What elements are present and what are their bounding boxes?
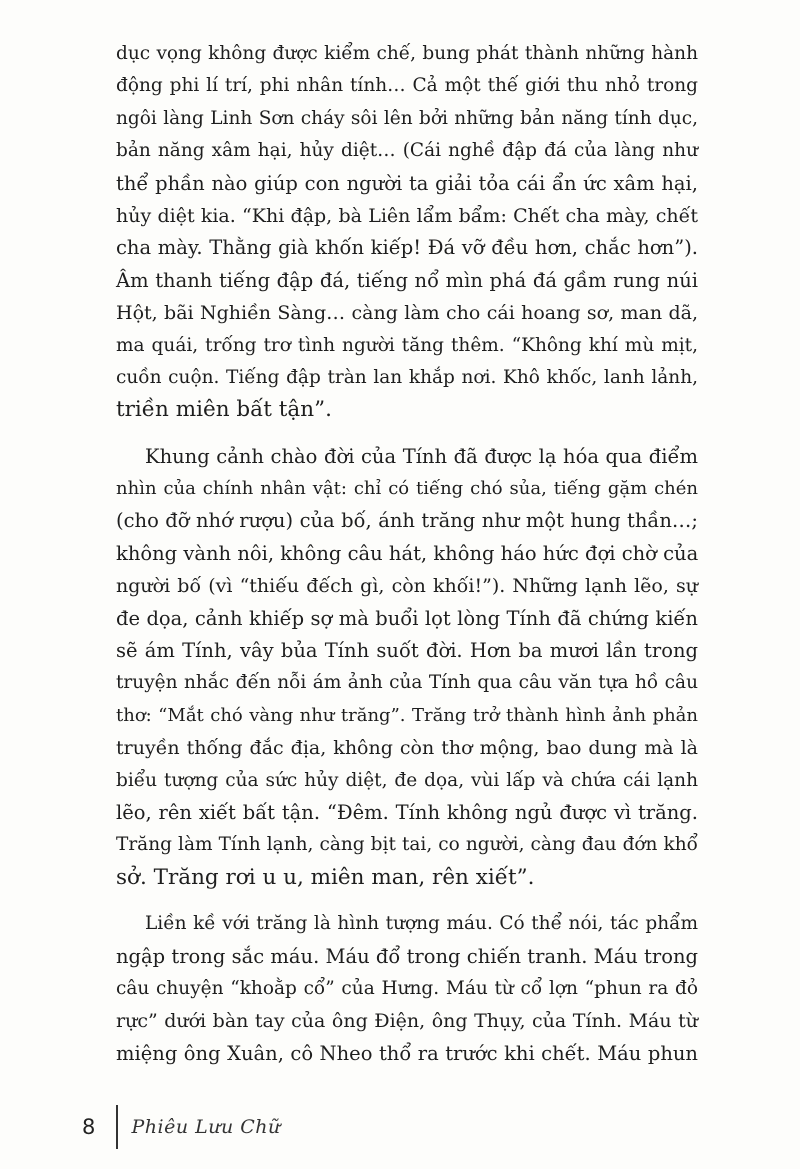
page-footer [82, 1102, 281, 1152]
text-line: triền miên bất tận”. [116, 397, 332, 423]
text-line: Liền kề với trăng là hình tượng máu. Có thể nói, tác phẩm [145, 913, 698, 935]
text-line: cuồn cuộn. Tiếng đập tràn lan khắp nơi. Khô khốc, lanh lảnh, [116, 366, 698, 388]
text-line: Khung cảnh chào đời của Tính đã được lạ hóa qua điểm [145, 444, 698, 468]
text-line: dục vọng không được kiểm chế, bung phát thành những hành [116, 43, 698, 64]
text-line: ngập trong sắc máu. Máu đổ trong chiến tranh. Máu trong [116, 944, 698, 968]
text-line: thể phần nào giúp con người ta giải tỏa cái ẩn ức xâm hại, [116, 171, 698, 195]
text-line: miệng ông Xuân, cô Nheo thổ ra trước khi chết. Máu phun [116, 1041, 698, 1065]
text-line: bản năng xâm hại, hủy diệt… (Cái nghề đập đá của làng như [116, 140, 698, 162]
paragraph-3 [116, 908, 698, 1070]
text-line: không vành nôi, không câu hát, không háo hức đợi chờ của [116, 541, 699, 565]
text-line: cha mày. Thằng già khốn kiếp! Đá vỡ đều hơn, chắc hơn”). [116, 236, 698, 260]
paragraph-1 [116, 38, 698, 427]
text-line: ma quái, trống trơ tình người tăng thêm. “Không khí mù mịt, [116, 334, 698, 356]
text-line: lẽo, rên xiết bất tận. “Đêm. Tính không ngủ được vì trăng. [116, 800, 698, 824]
text-line: Hột, bãi Nghiền Sàng… càng làm cho cái hoang sơ, man dã, [116, 302, 698, 325]
page-number: 8 [82, 1115, 96, 1139]
text-line: câu chuyện “khoằp cổ” của Hưng. Máu từ cổ lợn “phun ra đỏ [116, 977, 698, 999]
text-line: thơ: “Mắt chó vàng như trăng”. Trăng trở thành hình ảnh phản [116, 704, 698, 726]
text-line: người bố (vì “thiếu đếch gì, còn khối!”). Những lạnh lẽo, sự [116, 575, 698, 598]
text-line: rực” dưới bàn tay của ông Điện, ông Thụy, của Tính. Máu từ [116, 1010, 698, 1033]
footer-divider [116, 1105, 118, 1149]
paragraph-2 [116, 441, 698, 894]
text-line: truyện nhắc đến nỗi ám ảnh của Tính qua câu văn tựa hồ câu [116, 672, 698, 694]
text-line: động phi lí trí, phi nhân tính… Cả một thế giới thu nhỏ trong [116, 75, 698, 97]
text-line: sở. Trăng rơi u u, miên man, rên xiết”. [116, 864, 535, 890]
text-line: biểu tượng của sức hủy diệt, đe dọa, vùi lấp và chứa cái lạnh [116, 769, 698, 791]
body-text [116, 38, 698, 1070]
text-line: hủy diệt kia. “Khi đập, bà Liên lẩm bẩm: Chết cha mày, chết [116, 204, 698, 227]
text-line: truyền thống đắc địa, không còn thơ mộng, bao dung mà là [116, 737, 698, 760]
text-line: Âm thanh tiếng đập đá, tiếng nổ mìn phá đá gầm rung núi [116, 268, 698, 292]
text-line: Trăng làm Tính lạnh, càng bịt tai, co người, càng đau đớn khổ [116, 834, 698, 856]
book-title: Phiêu Lưu Chữ [131, 1116, 281, 1138]
text-line: (cho đỡ nhớ rượu) của bố, ánh trăng như một hung thần…; [116, 509, 698, 533]
text-line: nhìn của chính nhân vật: chỉ có tiếng chó sủa, tiếng gặm chén [116, 478, 698, 500]
text-line: ngôi làng Linh Sơn cháy sôi lên bởi những bản năng tính dục, [116, 107, 698, 129]
text-line: đe dọa, cảnh khiếp sợ mà buổi lọt lòng Tính đã chứng kiến [116, 606, 698, 630]
text-line: sẽ ám Tính, vây bủa Tính suốt đời. Hơn ba mươi lần trong [116, 639, 698, 663]
